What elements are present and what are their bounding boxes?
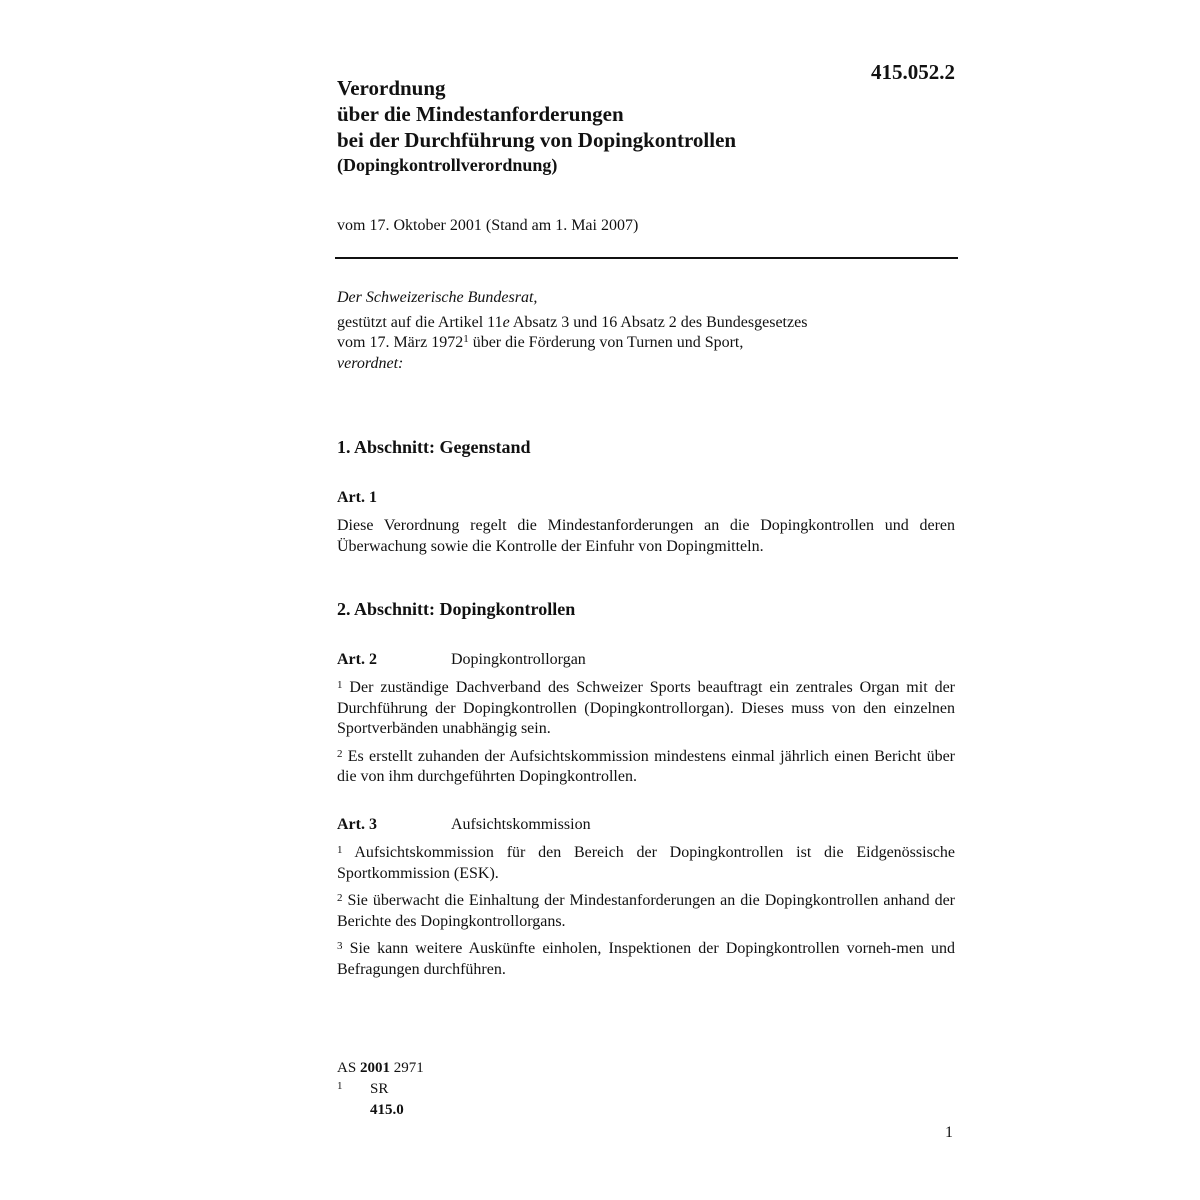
- title-line: über die Mindestanforderungen: [337, 102, 624, 126]
- article-paragraph: $^2$ Es erstellt zuhanden der Aufsichtskommission mindestens einmal jährlich einen Bericht über die von ihm durchgeführten Dopingkontrollen.: [337, 747, 955, 785]
- document-title: [337, 75, 736, 153]
- article-paragraph: $^2$ Sie überwacht die Einhaltung der Mindestanforderungen an die Dopingkontrollen anhand der Berichte des Dopingkontrollorgans.: [337, 892, 955, 930]
- decree: verordnet:: [337, 354, 404, 372]
- title-divider: [335, 257, 958, 259]
- article-number: Art. 1: [337, 489, 377, 506]
- paragraph-number: 3: [337, 940, 343, 952]
- issuer: Der Schweizerische Bundesrat,: [337, 289, 538, 306]
- article-name: Aufsichtskommission: [451, 816, 591, 833]
- title-line: bei der Durchführung von Dopingkontrollen: [337, 128, 737, 152]
- title-line: Verordnung: [337, 76, 446, 100]
- article: [337, 650, 955, 795]
- as-reference: AS 2001 2971: [337, 1060, 424, 1076]
- article-paragraph: $^3$ Sie kann weitere Auskünfte einholen, Inspektionen der Dopingkontrollen vorneh-men und Befragungen durchführen.: [337, 940, 955, 978]
- footnote-mark: 1: [337, 1080, 343, 1092]
- article-name: Dopingkontrollorgan: [451, 651, 586, 668]
- sr-number: 415.052.2: [871, 60, 955, 84]
- preamble: [337, 288, 957, 374]
- article-number: Art. 3: [337, 816, 377, 833]
- article: [337, 488, 955, 564]
- article-heading: [337, 815, 955, 837]
- article-number: Art. 2: [337, 651, 377, 668]
- short-title: (Dopingkontrollverordnung): [337, 155, 558, 175]
- paragraph-number: 1: [337, 679, 343, 691]
- page-number: 1: [945, 1124, 953, 1141]
- article-paragraph: $^1$ Der zuständige Dachverband des Schweizer Sports beauftragt ein zentrales Organ mit der Durchführung der Dopingkontrollen (Dopingkontrollorgan). Dieses muss von den einzelnen Sportverbänden unabhängig sein.: [337, 679, 955, 737]
- paragraph-number: 2: [337, 892, 343, 904]
- footnote: 1 SR 415.0: [337, 1079, 424, 1100]
- section-heading: 1. Abschnitt: Gegenstand: [337, 437, 531, 457]
- article-heading: [337, 488, 955, 510]
- paragraph-number: 2: [337, 747, 343, 760]
- date-line: vom 17. Oktober 2001 (Stand am 1. Mai 2007): [337, 217, 639, 234]
- article-paragraph: $^1$ Aufsichtskommission für den Bereich der Dopingkontrollen ist die Eidgenössische Sportkommission (ESK).: [337, 844, 955, 882]
- article-heading: [337, 650, 955, 672]
- article: [337, 815, 955, 987]
- footnote-reference[interactable]: 1: [463, 333, 469, 345]
- legal-basis: gestützt auf die Artikel 11e Absatz 3 und 16 Absatz 2 des Bundesgesetzes vom 17. März 1972$^1$ über die Förderung von Turnen und Sport,: [337, 313, 808, 351]
- article-paragraph: Diese Verordnung regelt die Mindestanforderungen an die Dopingkontrollen und deren Überwachung sowie die Kontrolle der Einfuhr von Dopingmitteln.: [337, 517, 955, 555]
- footnotes: [337, 1058, 424, 1118]
- section-heading: 2. Abschnitt: Dopingkontrollen: [337, 599, 576, 619]
- paragraph-number: 1: [337, 844, 343, 856]
